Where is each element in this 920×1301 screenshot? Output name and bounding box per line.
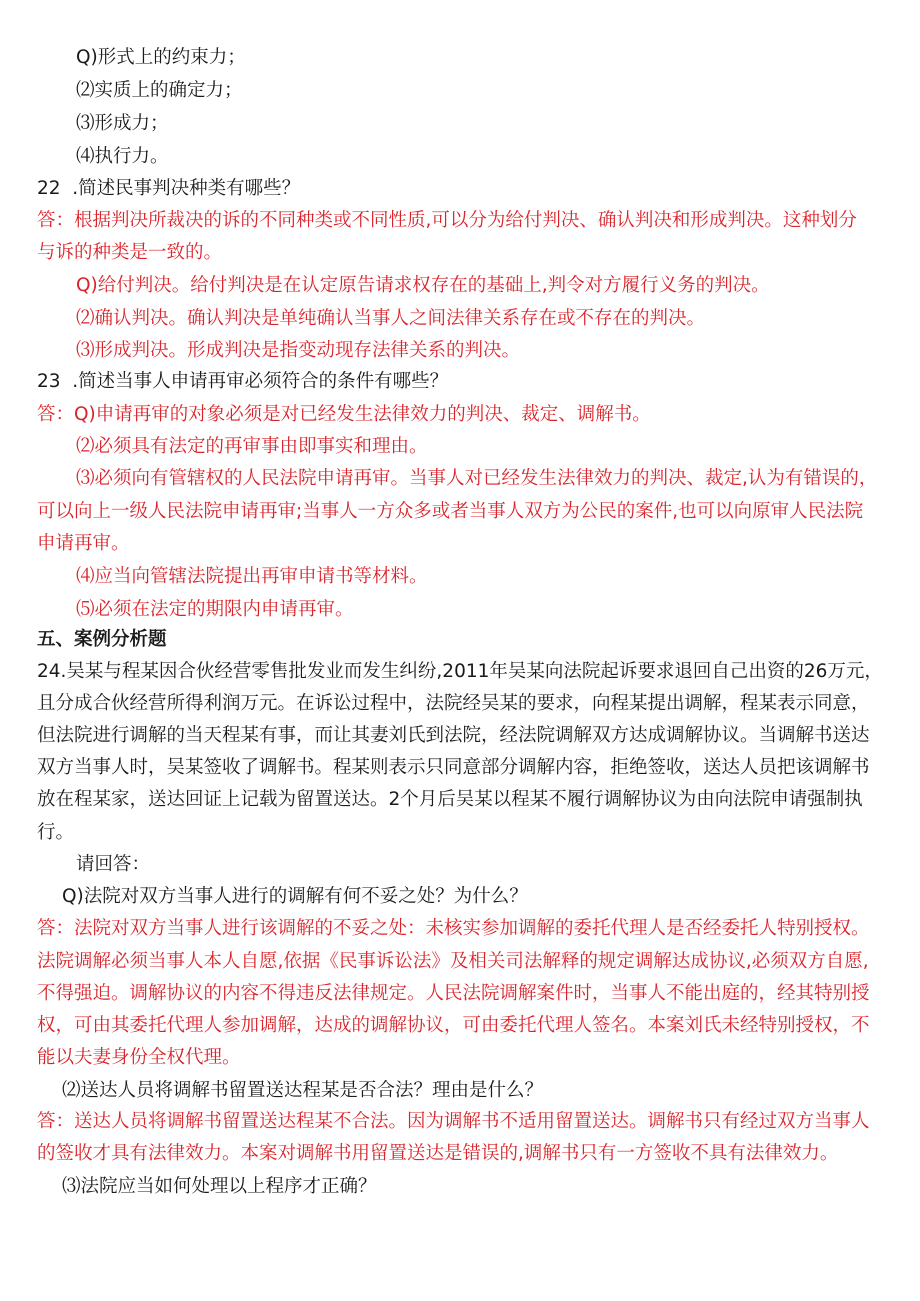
answer-line: ⑵必须具有法定的再审事由即事实和理由。 (76, 436, 428, 457)
case-text: 且分成合伙经营所得利润万元。在诉讼过程中，法院经吴某的要求，向程某提出调解，程某表示同意， (37, 693, 870, 714)
case-text: 但法院进行调解的当天程某有事，而让其妻刘氏到法院，经法院调解双方达成调解协议。当调解书送达 (37, 725, 870, 746)
list-item: Q)形式上的约束力； (76, 47, 246, 68)
sub-question: ⑵送达人员将调解书留置送达程某是否合法？理由是什么？ (62, 1080, 544, 1101)
answer-line: ⑶形成判决。形成判决是指变动现存法律关系的判决。 (76, 340, 521, 361)
answer-line: 的签收才具有法律效力。本案对调解书用留置送达是错误的,调解书只有一方签收不具有法律效力。 (37, 1143, 839, 1164)
answer-line: 能以夫妻身份全权代理。 (37, 1047, 241, 1068)
case-text: 放在程某家，送达回证上记载为留置送达。2个月后吴某以程某不履行调解协议为由向法院申请强制执 (37, 789, 863, 810)
answer-line: 答：根据判决所裁决的诉的不同种类或不同性质,可以分为给付判决、确认判决和形成判决。这种划分 (37, 210, 857, 231)
answer-line: 与诉的种类是一致的。 (37, 242, 223, 263)
prompt-text: 请回答： (76, 854, 151, 875)
answer-line: Q)给付判决。给付判决是在认定原告请求权存在的基础上,判令对方履行义务的判决。 (76, 275, 770, 296)
answer-line: 可以向上一级人民法院申请再审;当事人一方众多或者当事人双方为公民的案件,也可以向原审人民法院 (37, 501, 864, 522)
question-22: 22 .简述民事判决种类有哪些？ (37, 178, 301, 199)
sub-question: Q)法院对双方当事人进行的调解有何不妥之处？为什么？ (62, 886, 528, 907)
answer-line: 申请再审。 (37, 533, 130, 554)
list-item: ⑵实质上的确定力； (76, 80, 243, 101)
case-text: 双方当事人时，吴某签收了调解书。程某则表示只同意部分调解内容，拒绝签收，送达人员把该调解书 (37, 757, 870, 778)
answer-line: 权，可由其委托代理人参加调解，达成的调解协议，可由委托代理人签名。本案刘氏未经特别授权，不 (37, 1015, 870, 1036)
answer-line: 答：Q)申请再审的对象必须是对已经发生法律效力的判决、裁定、调解书。 (37, 404, 651, 425)
answer-line: 答：法院对双方当事人进行该调解的不妥之处：未核实参加调解的委托代理人是否经委托人特别授权。 (37, 918, 870, 939)
section-heading: 五、案例分析题 (37, 629, 167, 650)
case-text: 24.吴某与程某因合伙经营零售批发业而发生纠纷,2011年吴某向法院起诉要求退回自己出资的26万元， (37, 661, 883, 682)
list-item: ⑷执行力。 (76, 146, 169, 167)
answer-line: ⑸必须在法定的期限内申请再审。 (76, 599, 354, 620)
list-item: ⑶形成力； (76, 113, 169, 134)
answer-line: ⑵确认判决。确认判决是单纯确认当事人之间法律关系存在或不存在的判决。 (76, 308, 706, 329)
answer-line: 答：送达人员将调解书留置送达程某不合法。因为调解书不适用留置送达。调解书只有经过双方当事人 (37, 1111, 870, 1132)
sub-question: ⑶法院应当如何处理以上程序才正确？ (62, 1176, 377, 1197)
answer-line: 不得强迫。调解协议的内容不得违反法律规定。人民法院调解案件时，当事人不能出庭的，经其特别授 (37, 983, 870, 1004)
answer-line: ⑷应当向管辖法院提出再审申请书等材料。 (76, 566, 428, 587)
question-23: 23 .简述当事人申请再审必须符合的条件有哪些？ (37, 371, 449, 392)
case-text: 行。 (37, 822, 75, 843)
answer-line: 法院调解必须当事人本人自愿,依据《民事诉讼法》及相关司法解释的规定调解达成协议,必须双方自愿, (37, 951, 869, 972)
answer-line: ⑶必须向有管辖权的人民法院申请再审。当事人对已经发生法律效力的判决、裁定,认为有错误的， (76, 468, 878, 489)
